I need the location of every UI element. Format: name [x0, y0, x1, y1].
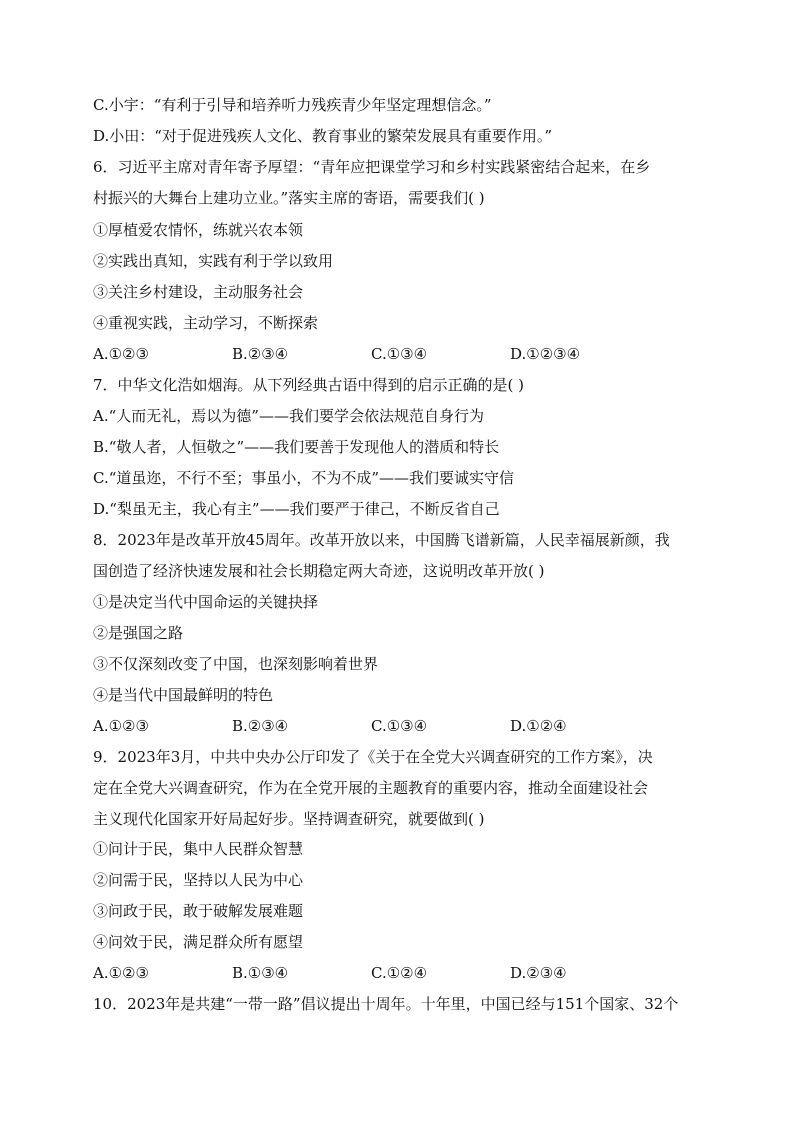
- q8-option-a: A.①②③: [93, 717, 149, 735]
- q8-option-c: C.①③④: [371, 717, 428, 735]
- q8-statement-2: ②是强国之路: [93, 624, 184, 642]
- q9-stem-line-1: 9．2023年3月，中共中央办公厅印发了《关于在全党大兴调查研究的工作方案》，决: [93, 748, 653, 766]
- q7-option-b: B.“敬人者，人恒敬之”——我们要善于发现他人的潜质和特长: [93, 438, 500, 456]
- q6-options: [93, 344, 703, 364]
- q9-statement-2: ②问需于民，坚持以人民为中心: [93, 871, 304, 889]
- q9-option-b: B.①③④: [232, 964, 289, 982]
- q7-option-d: D.“梨虽无主，我心有主”——我们要严于律己，不断反省自己: [93, 500, 500, 518]
- q7-option-c: C.“道虽迩，不行不至；事虽小，不为不成”——我们要诚实守信: [93, 469, 515, 487]
- q6-option-b: B.②③④: [232, 345, 289, 363]
- q8-option-b: B.②③④: [232, 717, 289, 735]
- q5-option-d: D.小田：“对于促进残疾人文化、教育事业的繁荣发展具有重要作用。”: [93, 127, 553, 145]
- q7-stem: 7．中华文化浩如烟海。从下列经典古语中得到的启示正确的是( ): [93, 376, 525, 394]
- q6-statement-4: ④重视实践，主动学习，不断探索: [93, 314, 319, 332]
- q6-stem-line-2: 村振兴的大舞台上建功立业。”落实主席的寄语，需要我们( ): [93, 189, 485, 207]
- q8-options: [93, 716, 703, 736]
- q6-option-d: D.①②③④: [510, 345, 581, 363]
- q6-statement-3: ③关注乡村建设，主动服务社会: [93, 283, 304, 301]
- q5-option-c: C.小宇：“有利于引导和培养听力残疾青少年坚定理想信念。”: [93, 96, 492, 114]
- q9-stem-line-3: 主义现代化国家开好局起好步。坚持调查研究，就要做到( ): [93, 810, 485, 828]
- q6-option-c: C.①③④: [371, 345, 428, 363]
- q6-stem-line-1: 6．习近平主席对青年寄予厚望：“青年应把课堂学习和乡村实践紧密结合起来，在乡: [93, 158, 651, 176]
- q9-stem-line-2: 定在全党大兴调查研究，作为在全党开展的主题教育的重要内容，推动全面建设社会: [93, 779, 649, 797]
- q9-statement-3: ③问政于民，敢于破解发展难题: [93, 902, 304, 920]
- q8-statement-3: ③不仅深刻改变了中国，也深刻影响着世界: [93, 655, 379, 673]
- q9-option-a: A.①②③: [93, 964, 149, 982]
- q8-statement-1: ①是决定当代中国命运的关键抉择: [93, 593, 319, 611]
- q9-option-d: D.②③④: [510, 964, 567, 982]
- q8-stem-line-1: 8．2023年是改革开放45周年。改革开放以来，中国腾飞谱新篇，人民幸福展新颜，我: [93, 531, 670, 549]
- q8-statement-4: ④是当代中国最鲜明的特色: [93, 686, 274, 704]
- q7-option-a: A.“人而无礼，焉以为德”——我们要学会依法规范自身行为: [93, 407, 484, 425]
- q9-option-c: C.①②④: [371, 964, 428, 982]
- q9-options: [93, 963, 703, 983]
- q8-option-d: D.①②④: [510, 717, 567, 735]
- q6-option-a: A.①②③: [93, 345, 149, 363]
- q6-statement-2: ②实践出真知，实践有利于学以致用: [93, 252, 334, 270]
- q10-stem-line-1: 10．2023年是共建“一带一路”倡议提出十周年。十年里，中国已经与151个国家、32个: [93, 995, 679, 1013]
- q9-statement-4: ④问效于民，满足群众所有愿望: [93, 933, 304, 951]
- q8-stem-line-2: 国创造了经济快速发展和社会长期稳定两大奇迹，这说明改革开放( ): [93, 562, 545, 580]
- q9-statement-1: ①问计于民，集中人民群众智慧: [93, 840, 304, 858]
- q6-statement-1: ①厚植爱农情怀，练就兴农本领: [93, 221, 304, 239]
